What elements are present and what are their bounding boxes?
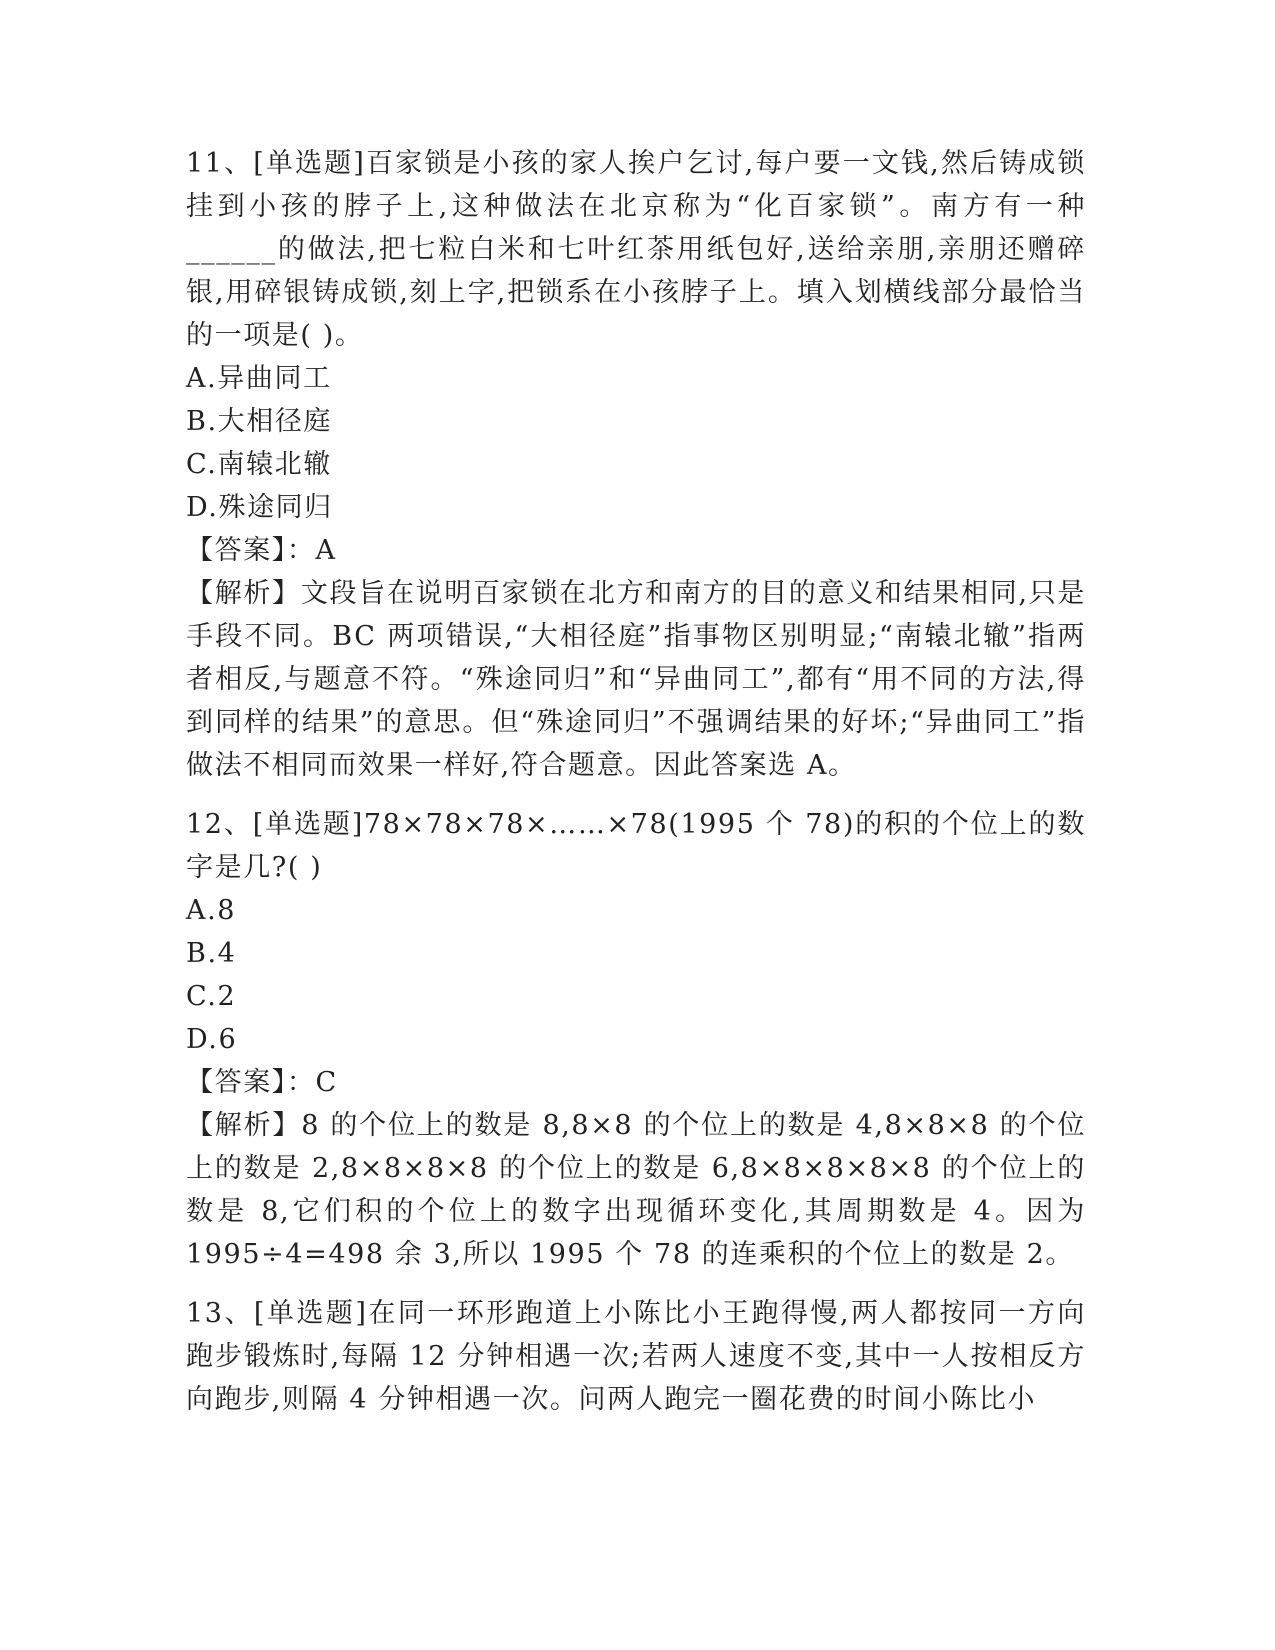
question-text: 78×78×78×……×78(1995 个 78)的积的个位上的数字是几?( ) xyxy=(186,809,1086,883)
answer-label: 【答案】 xyxy=(186,1067,287,1098)
question-type: 、[单选题] xyxy=(223,148,366,179)
option-d: D.6 xyxy=(186,1024,238,1055)
question-stem xyxy=(186,1292,1086,1421)
question-type: 、[单选题] xyxy=(223,1298,368,1329)
answer-label: 【答案】 xyxy=(186,535,287,566)
question-text: 在同一环形跑道上小陈比小王跑得慢,两人都按同一方向跑步锻炼时,每隔 12 分钟相遇一次;若两人速度不变,其中一人按相反方向跑步,则隔 4 分钟相遇一次。问两人跑完一圈花费的时间小陈比小 xyxy=(186,1298,1086,1415)
question-number: 11 xyxy=(186,148,224,179)
question-number: 13 xyxy=(186,1298,224,1329)
answer-value: ：A xyxy=(286,535,337,566)
question-12 xyxy=(186,803,1086,1276)
analysis-text: 文段旨在说明百家锁在北方和南方的目的意义和结果相同,只是手段不同。BC 两项错误,“大相径庭”指事物区别明显;“南辕北辙”指两者相反,与题意不符。“殊途同归”和“异曲同工”,都有“用不同的方法,得到同样的结果”的意思。但“殊途同归”不强调结果的好坏;“异曲同工”指做法不相同而效果一样好,符合题意。因此答案选 A。 xyxy=(186,578,1086,781)
analysis xyxy=(186,572,1086,787)
option-b: B.4 xyxy=(186,938,237,969)
question-text: 百家锁是小孩的家人挨户乞讨,每户要一文钱,然后铸成锁挂到小孩的脖子上,这种做法在北京称为“化百家锁”。南方有一种______的做法,把七粒白米和七叶红茶用纸包好,送给亲朋,亲朋还赠碎银,用碎银铸成锁,刻上字,把锁系在小孩脖子上。填入划横线部分最恰当的一项是( )。 xyxy=(186,148,1086,351)
answer-value: ：C xyxy=(286,1067,338,1098)
analysis-text: 8 的个位上的数是 8,8×8 的个位上的数是 4,8×8×8 的个位上的数是 2,8×8×8×8 的个位上的数是 6,8×8×8×8×8 的个位上的数是 8,它们积的个位上的数字出现循环变化,其周期数是 4。因为1995÷4=498 余 3,所以 1995 个 78 的连乘积的个位上的数是 2。 xyxy=(186,1110,1087,1270)
option-d: D.殊途同归 xyxy=(186,492,333,523)
option-a: A.异曲同工 xyxy=(186,363,332,394)
question-13 xyxy=(186,1292,1086,1421)
answer xyxy=(186,529,1086,572)
answer xyxy=(186,1061,1086,1104)
option-a: A.8 xyxy=(186,895,237,926)
question-stem xyxy=(186,142,1086,357)
question-11 xyxy=(186,142,1086,787)
question-stem xyxy=(186,803,1086,889)
option-c: C.南辕北辙 xyxy=(186,449,332,480)
option-c: C.2 xyxy=(186,981,237,1012)
option-b: B.大相径庭 xyxy=(186,406,333,437)
analysis xyxy=(186,1104,1086,1276)
analysis-label: 【解析】 xyxy=(186,578,301,609)
analysis-label: 【解析】 xyxy=(186,1110,302,1141)
question-type: 、[单选题] xyxy=(223,809,364,840)
question-number: 12 xyxy=(186,809,224,840)
document-page xyxy=(186,142,1086,1421)
